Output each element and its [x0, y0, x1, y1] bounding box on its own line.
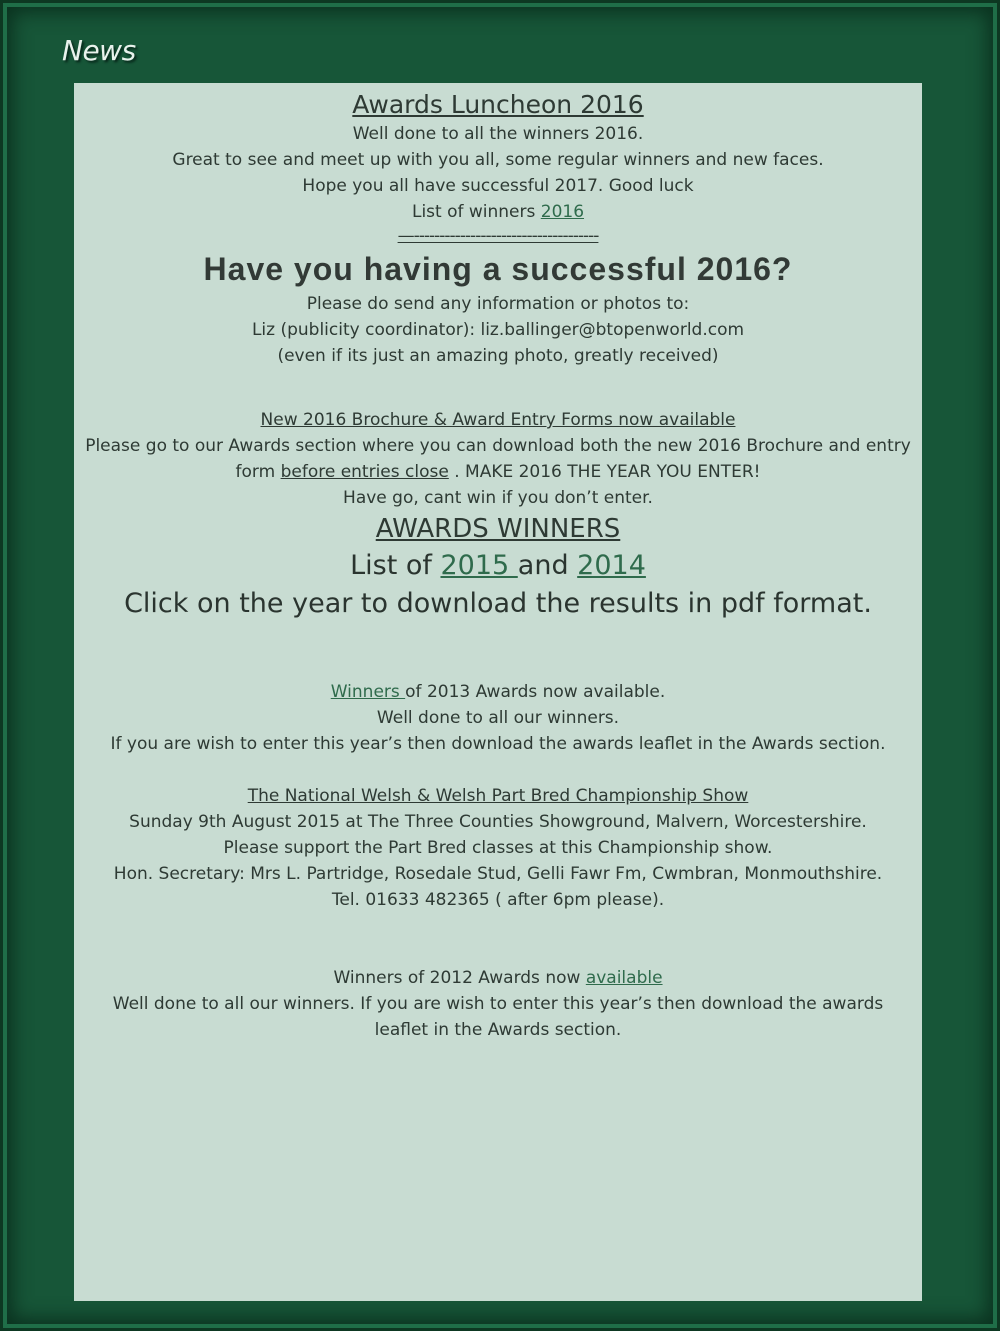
championship-line-1: Sunday 9th August 2015 at The Three Counties Showground, Malvern, Worcestershire.: [129, 812, 867, 832]
brochure-title: New 2016 Brochure & Award Entry Forms now available: [260, 410, 736, 430]
success-line-2: Liz (publicity coordinator): liz.ballinger@btopenworld.com: [251, 320, 745, 340]
before-entries-close-text: before entries close: [280, 462, 449, 482]
spacer: [74, 623, 922, 679]
winners-2012-available-link[interactable]: available: [585, 968, 663, 988]
winners-2012-line-2: Well done to all our winners. If you are wish to enter this year’s then download the awards: [112, 994, 884, 1014]
news-panel: [74, 83, 922, 1301]
section-divider: —------------------------------------: [397, 226, 599, 246]
winners-2013-line-1: [74, 679, 922, 705]
luncheon-title: Awards Luncheon 2016: [352, 90, 644, 119]
success-line-3: (even if its just an amazing photo, greatly received): [277, 346, 719, 366]
winners-2016-link[interactable]: 2016: [540, 202, 585, 222]
awards-winners-list: [74, 547, 922, 585]
page-heading: News: [62, 34, 136, 67]
awards-winners-title: AWARDS WINNERS: [375, 514, 621, 544]
success-title: Have you having a successful 2016?: [203, 251, 793, 287]
brochure-line-1: Please go to our Awards section where you can download both the new 2016 Brochure and entry: [85, 436, 911, 456]
luncheon-line-3: Hope you all have successful 2017. Good luck: [302, 176, 694, 196]
championship-line-3: Hon. Secretary: Mrs L. Partridge, Rosedale Stud, Gelli Fawr Fm, Cwmbran, Monmouthshire.: [113, 864, 883, 884]
awards-instruction: Click on the year to download the results in pdf format.: [124, 588, 872, 619]
spacer: [74, 913, 922, 965]
championship-line-4: Tel. 01633 482365 ( after 6pm please).: [331, 890, 665, 910]
brochure-line-3: Have go, cant win if you don’t enter.: [343, 488, 653, 508]
awards-list-prefix: List of: [350, 550, 441, 581]
spacer: [74, 757, 922, 783]
winners-2013-suffix: of 2013 Awards now available.: [405, 682, 666, 702]
success-line-1: Please do send any information or photos to:: [306, 294, 690, 314]
winners-2013-line-2: Well done to all our winners.: [376, 708, 620, 728]
championship-line-2: Please support the Part Bred classes at this Championship show.: [223, 838, 773, 858]
championship-title: The National Welsh & Welsh Part Bred Championship Show: [247, 786, 749, 806]
brochure-line-2-suffix: . MAKE 2016 THE YEAR YOU ENTER!: [448, 462, 761, 482]
winners-2012-line-3: leaflet in the Awards section.: [374, 1020, 622, 1040]
winners-2013-line-3: If you are wish to enter this year’s then download the awards leaflet in the Awards section.: [110, 734, 886, 754]
luncheon-line-1: Well done to all the winners 2016.: [352, 124, 644, 144]
winners-2013-link[interactable]: Winners: [330, 682, 406, 702]
brochure-line-2-prefix: form: [235, 462, 281, 482]
luncheon-winners-prefix: List of winners: [411, 202, 541, 222]
spacer: [74, 369, 922, 407]
winners-2014-link[interactable]: 2014: [577, 550, 646, 581]
awards-and-text: and: [517, 550, 578, 581]
brochure-line-2: [74, 459, 922, 485]
luncheon-winners-line: [74, 199, 922, 225]
winners-2012-line-1: [74, 965, 922, 991]
winners-2015-link[interactable]: 2015: [440, 550, 518, 581]
winners-2012-prefix: Winners of 2012 Awards now: [333, 968, 586, 988]
luncheon-line-2: Great to see and meet up with you all, some regular winners and new faces.: [172, 150, 824, 170]
